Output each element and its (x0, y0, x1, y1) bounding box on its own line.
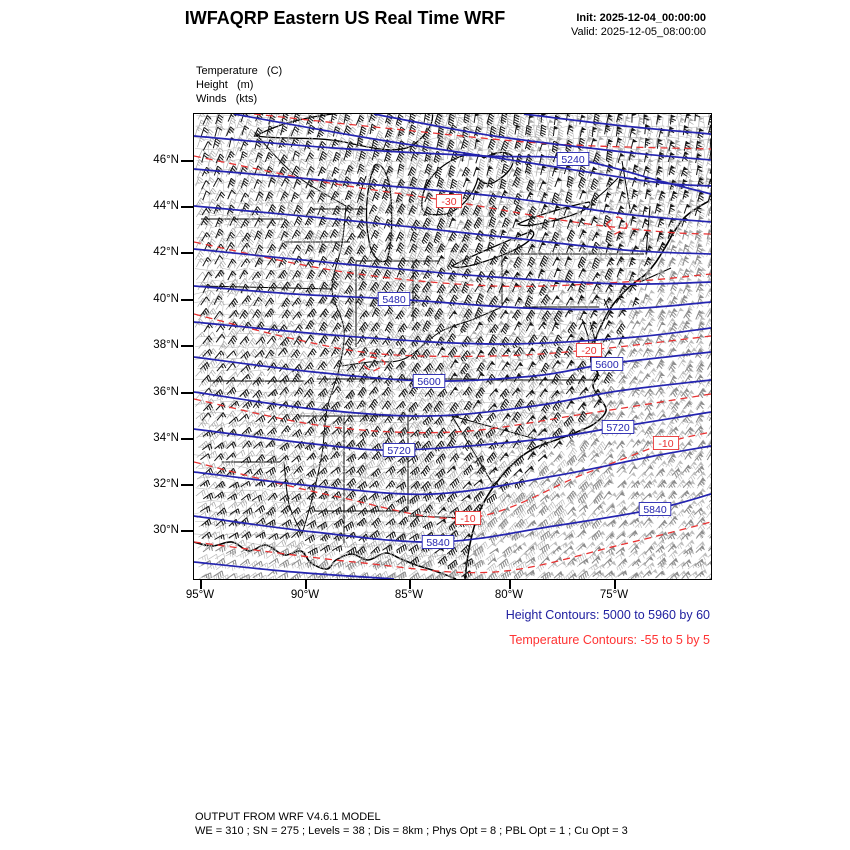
lat-tick-mark (181, 206, 193, 208)
lat-tick-mark (181, 484, 193, 486)
height-contour-label: 5240 (561, 154, 585, 166)
footer-line1: OUTPUT FROM WRF V4.6.1 MODEL (195, 811, 381, 823)
lon-tick-label: 80°W (494, 589, 524, 601)
lon-tick-mark (509, 579, 511, 589)
lat-tick-mark (181, 299, 193, 301)
lat-tick-label: 38°N (153, 339, 179, 351)
lon-tick-label: 75°W (599, 589, 629, 601)
lat-tick-mark (181, 438, 193, 440)
lon-tick-label: 85°W (394, 589, 424, 601)
temp-contour-label: -30 (441, 196, 457, 208)
init-label: Init: (576, 12, 597, 24)
height-contour-note: Height Contours: 5000 to 5960 by 60 (505, 608, 710, 622)
lon-tick-mark (409, 579, 411, 589)
lat-tick-mark (181, 160, 193, 162)
lat-tick-label: 42°N (153, 246, 179, 258)
lat-tick-label: 30°N (153, 524, 179, 536)
lat-tick-mark (181, 345, 193, 347)
legend-winds: Winds (kts) (196, 93, 258, 105)
lat-tick-mark (181, 392, 193, 394)
lon-tick-mark (305, 579, 307, 589)
height-contour-label: 5840 (426, 537, 450, 549)
temp-contour-label: -20 (581, 345, 597, 357)
valid-time (571, 26, 706, 38)
weather-map (194, 114, 711, 579)
lat-tick-mark (181, 252, 193, 254)
temp-contour-label: -10 (658, 438, 674, 450)
height-contour-label: 5600 (417, 376, 441, 388)
height-contour-label: 5720 (387, 445, 411, 457)
valid-value: 2025-12-05_08:00:00 (600, 26, 706, 38)
lat-tick-label: 34°N (153, 432, 179, 444)
lat-tick-label: 44°N (153, 200, 179, 212)
lat-tick-label: 46°N (153, 154, 179, 166)
init-value: 2025-12-04_00:00:00 (599, 12, 706, 24)
lat-tick-label: 36°N (153, 386, 179, 398)
lon-tick-label: 95°W (185, 589, 215, 601)
field-legend (196, 64, 282, 106)
lat-tick-label: 40°N (153, 293, 179, 305)
lat-tick-label: 32°N (153, 478, 179, 490)
temperature-contour-note: Temperature Contours: -55 to 5 by 5 (509, 633, 710, 647)
height-contour-label: 5480 (382, 294, 406, 306)
page-title: IWFAQRP Eastern US Real Time WRF (184, 8, 506, 28)
lon-tick-mark (614, 579, 616, 589)
footer-line2: WE = 310 ; SN = 275 ; Levels = 38 ; Dis = 8km ; Phys Opt = 8 ; PBL Opt = 1 ; Cu Opt = 3 (195, 825, 628, 837)
lon-tick-mark (200, 579, 202, 589)
height-contour-label: 5600 (595, 359, 619, 371)
legend-temperature: Temperature (C) (196, 65, 283, 77)
valid-label: Valid: (571, 26, 598, 38)
init-time (576, 12, 706, 24)
height-contour-label: 5840 (643, 504, 667, 516)
temp-contour-label: -10 (460, 513, 476, 525)
lat-tick-mark (181, 530, 193, 532)
height-contour-label: 5720 (606, 422, 630, 434)
model-footer (195, 810, 628, 838)
lon-tick-label: 90°W (290, 589, 320, 601)
map-frame (193, 113, 712, 580)
legend-height: Height (m) (196, 79, 254, 91)
